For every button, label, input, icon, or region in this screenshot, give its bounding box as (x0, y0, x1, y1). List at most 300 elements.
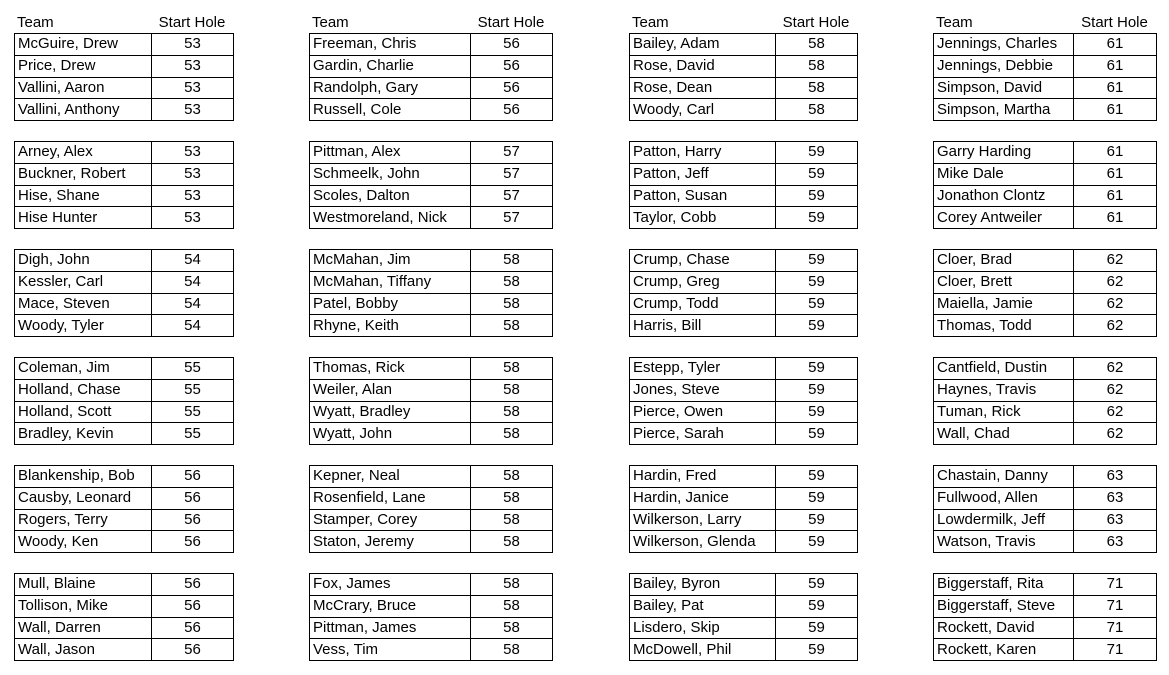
table-row (630, 293, 858, 315)
table-row (630, 271, 858, 293)
player-name: Simpson, David (934, 77, 1074, 99)
start-hole: 61 (1074, 34, 1157, 56)
start-hole: 58 (471, 271, 553, 293)
player-name: McCrary, Bruce (310, 595, 471, 617)
team-group (933, 33, 1157, 121)
player-name: Cantfield, Dustin (934, 358, 1074, 380)
start-hole: 58 (471, 423, 553, 445)
table-row (630, 163, 858, 185)
start-hole: 53 (152, 55, 234, 77)
player-name: Rose, David (630, 55, 776, 77)
table-row (630, 595, 858, 617)
column-header (309, 13, 552, 33)
table-row (934, 142, 1157, 164)
table-row (15, 358, 234, 380)
player-name: Patton, Susan (630, 185, 776, 207)
start-hole: 59 (776, 639, 858, 661)
table-row (15, 315, 234, 337)
player-name: Kepner, Neal (310, 466, 471, 488)
table-row (15, 379, 234, 401)
table-row (310, 379, 553, 401)
team-group (629, 573, 858, 661)
table-row (934, 55, 1157, 77)
table-row (934, 574, 1157, 596)
team-group (629, 357, 858, 445)
start-hole: 58 (471, 617, 553, 639)
start-hole: 53 (152, 142, 234, 164)
player-name: Thomas, Todd (934, 315, 1074, 337)
start-hole: 59 (776, 466, 858, 488)
team-group (14, 465, 234, 553)
player-name: Pierce, Owen (630, 401, 776, 423)
team-group (309, 141, 553, 229)
table-row (15, 185, 234, 207)
player-name: Wyatt, Bradley (310, 401, 471, 423)
player-name: Crump, Todd (630, 293, 776, 315)
table-row (630, 34, 858, 56)
start-hole: 59 (776, 207, 858, 229)
table-row (15, 77, 234, 99)
player-name: Hardin, Fred (630, 466, 776, 488)
table-row (934, 379, 1157, 401)
start-hole-header: Start Hole (782, 14, 850, 31)
team-group (933, 249, 1157, 337)
player-name: Lisdero, Skip (630, 617, 776, 639)
player-name: Vess, Tim (310, 639, 471, 661)
player-name: Rhyne, Keith (310, 315, 471, 337)
player-name: Corey Antweiler (934, 207, 1074, 229)
team-group (309, 33, 553, 121)
table-row (310, 34, 553, 56)
team-group (14, 357, 234, 445)
player-name: Holland, Chase (15, 379, 152, 401)
player-name: Randolph, Gary (310, 77, 471, 99)
table-row (15, 531, 234, 553)
start-hole: 58 (471, 531, 553, 553)
table-row (15, 55, 234, 77)
start-hole: 58 (471, 315, 553, 337)
player-name: Fox, James (310, 574, 471, 596)
player-name: Rockett, Karen (934, 639, 1074, 661)
player-name: Digh, John (15, 250, 152, 272)
table-row (15, 509, 234, 531)
player-name: Jennings, Debbie (934, 55, 1074, 77)
table-row (15, 639, 234, 661)
table-row (630, 401, 858, 423)
table-row (630, 207, 858, 229)
team-group (629, 141, 858, 229)
player-name: Biggerstaff, Steve (934, 595, 1074, 617)
start-hole: 54 (152, 293, 234, 315)
table-row (630, 639, 858, 661)
table-row (310, 142, 553, 164)
table-row (934, 595, 1157, 617)
start-hole: 55 (152, 358, 234, 380)
column-header (629, 13, 857, 33)
table-row (310, 401, 553, 423)
player-name: Woody, Tyler (15, 315, 152, 337)
start-hole: 56 (471, 77, 553, 99)
table-row (310, 466, 553, 488)
team-group (14, 249, 234, 337)
start-hole: 61 (1074, 207, 1157, 229)
player-name: Westmoreland, Nick (310, 207, 471, 229)
player-name: McDowell, Phil (630, 639, 776, 661)
player-name: Thomas, Rick (310, 358, 471, 380)
table-row (934, 639, 1157, 661)
player-name: Gardin, Charlie (310, 55, 471, 77)
start-hole: 53 (152, 163, 234, 185)
start-hole: 71 (1074, 574, 1157, 596)
table-row (934, 509, 1157, 531)
table-row (630, 531, 858, 553)
start-hole: 55 (152, 401, 234, 423)
team-group (309, 465, 553, 553)
table-row (310, 574, 553, 596)
start-hole: 61 (1074, 163, 1157, 185)
team-group (309, 573, 553, 661)
table-row (310, 617, 553, 639)
player-name: Woody, Carl (630, 99, 776, 121)
start-hole: 63 (1074, 487, 1157, 509)
player-name: Lowdermilk, Jeff (934, 509, 1074, 531)
player-name: Causby, Leonard (15, 487, 152, 509)
player-name: Patel, Bobby (310, 293, 471, 315)
player-name: Watson, Travis (934, 531, 1074, 553)
team-group (14, 141, 234, 229)
table-row (310, 423, 553, 445)
start-hole: 58 (776, 55, 858, 77)
table-row (934, 185, 1157, 207)
player-name: Bailey, Adam (630, 34, 776, 56)
start-hole: 59 (776, 250, 858, 272)
start-hole: 54 (152, 271, 234, 293)
table-row (934, 466, 1157, 488)
table-row (15, 250, 234, 272)
team-group (14, 33, 234, 121)
start-hole: 55 (152, 379, 234, 401)
start-hole: 59 (776, 185, 858, 207)
team-group (629, 33, 858, 121)
table-row (15, 487, 234, 509)
table-row (934, 617, 1157, 639)
player-name: Cloer, Brett (934, 271, 1074, 293)
table-row (630, 250, 858, 272)
table-row (934, 250, 1157, 272)
player-name: Wall, Chad (934, 423, 1074, 445)
player-name: Russell, Cole (310, 99, 471, 121)
team-header: Team (312, 14, 349, 31)
player-name: Garry Harding (934, 142, 1074, 164)
player-name: Arney, Alex (15, 142, 152, 164)
player-name: Rogers, Terry (15, 509, 152, 531)
start-hole: 56 (152, 574, 234, 596)
start-hole: 62 (1074, 401, 1157, 423)
start-hole: 63 (1074, 466, 1157, 488)
table-row (630, 466, 858, 488)
start-hole: 62 (1074, 271, 1157, 293)
team-group (933, 141, 1157, 229)
start-hole: 53 (152, 34, 234, 56)
player-name: Freeman, Chris (310, 34, 471, 56)
player-name: Price, Drew (15, 55, 152, 77)
table-row (310, 639, 553, 661)
start-hole: 59 (776, 163, 858, 185)
player-name: Rosenfield, Lane (310, 487, 471, 509)
table-row (934, 487, 1157, 509)
player-name: McMahan, Tiffany (310, 271, 471, 293)
start-hole: 56 (152, 509, 234, 531)
team-group (14, 573, 234, 661)
player-name: Vallini, Anthony (15, 99, 152, 121)
table-row (934, 207, 1157, 229)
player-name: Pittman, James (310, 617, 471, 639)
table-row (310, 250, 553, 272)
player-name: Haynes, Travis (934, 379, 1074, 401)
start-hole: 58 (776, 77, 858, 99)
table-row (934, 163, 1157, 185)
start-hole: 62 (1074, 358, 1157, 380)
player-name: Crump, Chase (630, 250, 776, 272)
player-name: Woody, Ken (15, 531, 152, 553)
player-name: Chastain, Danny (934, 466, 1074, 488)
start-hole: 58 (471, 293, 553, 315)
table-row (630, 185, 858, 207)
table-row (310, 77, 553, 99)
player-name: Wilkerson, Glenda (630, 531, 776, 553)
table-row (15, 142, 234, 164)
team-group (629, 249, 858, 337)
start-hole: 57 (471, 142, 553, 164)
start-hole: 62 (1074, 315, 1157, 337)
team-header: Team (632, 14, 669, 31)
player-name: Bradley, Kevin (15, 423, 152, 445)
start-hole: 59 (776, 617, 858, 639)
player-name: Kessler, Carl (15, 271, 152, 293)
start-hole: 62 (1074, 250, 1157, 272)
table-row (630, 379, 858, 401)
player-name: Vallini, Aaron (15, 77, 152, 99)
player-name: Stamper, Corey (310, 509, 471, 531)
player-name: Scoles, Dalton (310, 185, 471, 207)
player-name: Crump, Greg (630, 271, 776, 293)
player-name: Staton, Jeremy (310, 531, 471, 553)
start-hole: 59 (776, 423, 858, 445)
start-hole: 59 (776, 142, 858, 164)
start-hole: 57 (471, 207, 553, 229)
player-name: Wilkerson, Larry (630, 509, 776, 531)
start-hole: 54 (152, 315, 234, 337)
table-row (630, 315, 858, 337)
table-row (934, 99, 1157, 121)
player-name: Patton, Harry (630, 142, 776, 164)
start-hole: 59 (776, 293, 858, 315)
player-name: Patton, Jeff (630, 163, 776, 185)
start-hole: 53 (152, 185, 234, 207)
player-name: Taylor, Cobb (630, 207, 776, 229)
start-hole: 62 (1074, 293, 1157, 315)
player-name: Mull, Blaine (15, 574, 152, 596)
player-name: Tollison, Mike (15, 595, 152, 617)
start-hole: 56 (152, 595, 234, 617)
start-hole-header: Start Hole (1081, 14, 1148, 31)
table-row (15, 401, 234, 423)
table-row (934, 315, 1157, 337)
player-name: Jennings, Charles (934, 34, 1074, 56)
player-name: Blankenship, Bob (15, 466, 152, 488)
player-name: Hise, Shane (15, 185, 152, 207)
start-hole: 55 (152, 423, 234, 445)
start-hole: 56 (471, 99, 553, 121)
table-row (310, 163, 553, 185)
start-hole: 58 (471, 509, 553, 531)
column-header (14, 13, 233, 33)
player-name: Rose, Dean (630, 77, 776, 99)
start-hole-header: Start Hole (158, 14, 226, 31)
start-hole: 58 (776, 34, 858, 56)
start-hole: 62 (1074, 423, 1157, 445)
start-hole: 58 (471, 250, 553, 272)
table-row (15, 163, 234, 185)
table-row (934, 34, 1157, 56)
player-name: Pierce, Sarah (630, 423, 776, 445)
start-hole: 56 (471, 55, 553, 77)
start-hole: 58 (776, 99, 858, 121)
table-row (310, 531, 553, 553)
player-name: Biggerstaff, Rita (934, 574, 1074, 596)
player-name: Jonathon Clontz (934, 185, 1074, 207)
start-hole: 58 (471, 358, 553, 380)
table-row (15, 34, 234, 56)
table-row (310, 207, 553, 229)
table-row (630, 358, 858, 380)
table-row (630, 574, 858, 596)
table-row (15, 207, 234, 229)
start-hole: 57 (471, 185, 553, 207)
team-group (629, 465, 858, 553)
start-hole: 53 (152, 207, 234, 229)
player-name: Estepp, Tyler (630, 358, 776, 380)
player-name: Bailey, Byron (630, 574, 776, 596)
start-hole: 58 (471, 466, 553, 488)
table-row (630, 142, 858, 164)
table-row (934, 358, 1157, 380)
start-hole: 61 (1074, 142, 1157, 164)
start-hole: 61 (1074, 99, 1157, 121)
start-hole: 53 (152, 99, 234, 121)
player-name: Buckner, Robert (15, 163, 152, 185)
team-group (309, 357, 553, 445)
player-name: Simpson, Martha (934, 99, 1074, 121)
table-row (310, 315, 553, 337)
start-hole: 56 (152, 639, 234, 661)
start-hole: 59 (776, 379, 858, 401)
start-hole: 59 (776, 401, 858, 423)
table-row (15, 466, 234, 488)
start-hole: 63 (1074, 531, 1157, 553)
player-name: Wyatt, John (310, 423, 471, 445)
table-row (310, 271, 553, 293)
table-row (310, 293, 553, 315)
player-name: Harris, Bill (630, 315, 776, 337)
player-name: Maiella, Jamie (934, 293, 1074, 315)
start-hole: 59 (776, 271, 858, 293)
table-row (15, 293, 234, 315)
table-row (934, 531, 1157, 553)
start-hole: 58 (471, 574, 553, 596)
table-row (310, 185, 553, 207)
player-name: Hise Hunter (15, 207, 152, 229)
start-hole: 56 (152, 531, 234, 553)
team-group (933, 357, 1157, 445)
table-row (310, 55, 553, 77)
player-name: Mike Dale (934, 163, 1074, 185)
player-name: Fullwood, Allen (934, 487, 1074, 509)
player-name: Schmeelk, John (310, 163, 471, 185)
table-row (15, 99, 234, 121)
table-row (934, 293, 1157, 315)
start-hole-header: Start Hole (477, 14, 545, 31)
start-hole: 59 (776, 487, 858, 509)
start-hole: 56 (152, 617, 234, 639)
table-row (310, 99, 553, 121)
table-row (310, 358, 553, 380)
player-name: Wall, Darren (15, 617, 152, 639)
start-hole: 71 (1074, 595, 1157, 617)
table-row (630, 509, 858, 531)
start-hole: 56 (471, 34, 553, 56)
team-group (933, 465, 1157, 553)
table-row (630, 99, 858, 121)
player-name: Mace, Steven (15, 293, 152, 315)
start-hole: 59 (776, 574, 858, 596)
player-name: Hardin, Janice (630, 487, 776, 509)
player-name: Weiler, Alan (310, 379, 471, 401)
table-row (630, 77, 858, 99)
team-group (933, 573, 1157, 661)
player-name: Wall, Jason (15, 639, 152, 661)
player-name: McMahan, Jim (310, 250, 471, 272)
table-row (15, 271, 234, 293)
player-name: Jones, Steve (630, 379, 776, 401)
table-row (630, 487, 858, 509)
start-hole: 56 (152, 487, 234, 509)
table-row (310, 487, 553, 509)
start-hole: 61 (1074, 185, 1157, 207)
player-name: Holland, Scott (15, 401, 152, 423)
start-hole: 57 (471, 163, 553, 185)
start-hole: 58 (471, 379, 553, 401)
table-row (15, 595, 234, 617)
start-hole: 59 (776, 531, 858, 553)
start-hole: 63 (1074, 509, 1157, 531)
start-hole: 58 (471, 487, 553, 509)
table-row (934, 423, 1157, 445)
player-name: Tuman, Rick (934, 401, 1074, 423)
start-hole: 56 (152, 466, 234, 488)
table-row (934, 77, 1157, 99)
table-row (310, 595, 553, 617)
start-hole: 61 (1074, 77, 1157, 99)
player-name: McGuire, Drew (15, 34, 152, 56)
table-row (15, 617, 234, 639)
table-row (934, 271, 1157, 293)
start-hole: 59 (776, 595, 858, 617)
team-group (309, 249, 553, 337)
start-hole: 58 (471, 639, 553, 661)
player-name: Pittman, Alex (310, 142, 471, 164)
start-hole: 59 (776, 358, 858, 380)
